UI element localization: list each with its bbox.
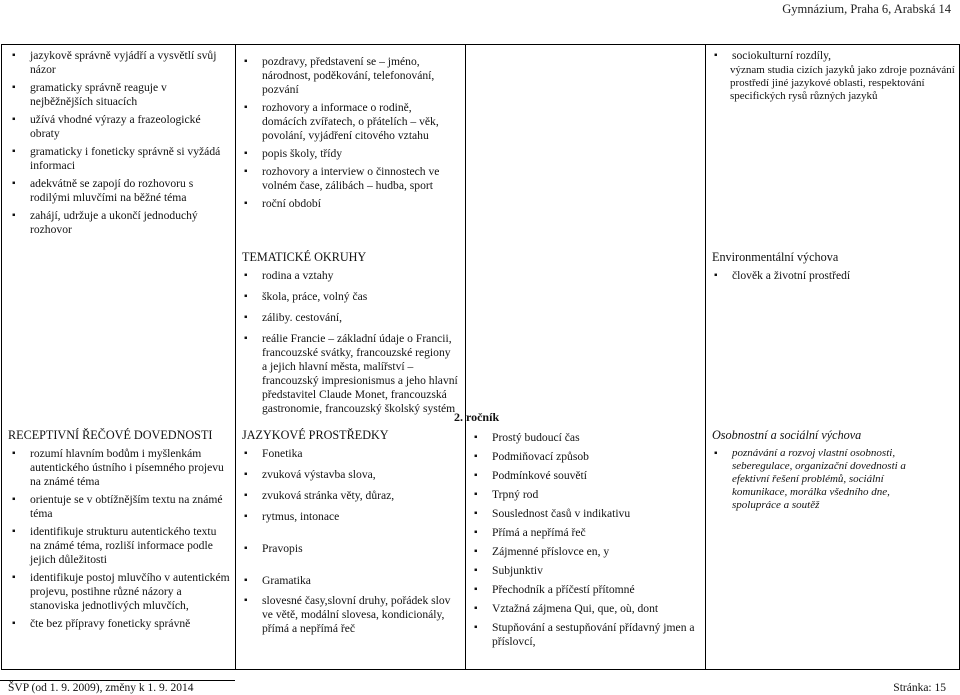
list-item: ▪ člověk a životní prostředí	[710, 269, 954, 283]
footer-divider	[0, 680, 235, 681]
list-item: ▪ záliby. cestování,	[240, 311, 458, 325]
list-item: ▪ rozumí hlavním bodům i myšlenkám autentického ústního i písemného projevu na známé téma	[8, 447, 230, 489]
env-list	[710, 269, 954, 287]
receptive-list	[8, 447, 230, 635]
list-item: ▪ Přechodník a příčestí přítomné	[470, 583, 700, 597]
column-topics	[236, 45, 466, 670]
osv-list	[710, 447, 910, 514]
list-item: ▪ Prostý budoucí čas	[470, 431, 700, 445]
outcomes-list	[8, 49, 230, 241]
list-item: ▪ sociokulturní rozdíly,	[710, 49, 954, 63]
list-item: ▪ Podmiňovací způsob	[470, 450, 700, 464]
list-item: ▪ rozhovory a interview o činnostech ve volném čase, zálibách – hudba, sport	[240, 165, 458, 193]
list-item: ▪ reálie Francie – základní údaje o Francii, francouzské svátky, francouzské regiony a jejich hlavní města, malířství – francouzský impresionismus a jeho hlavní představitel Claude Monet, francouzská gastronomie, francouzský školský systém	[240, 332, 458, 416]
list-item: ▪ gramaticky správně reaguje v nejběžnějších situacích	[8, 81, 230, 109]
footer-left: ŠVP (od 1. 9. 2009), změny k 1. 9. 2014	[8, 682, 194, 694]
grade-label: 2. ročník	[454, 410, 500, 424]
list-item: ▪ rozhovory a informace o rodině, domácích zvířatech, o přátelích – věk, povolání, vyjádření citového vztahu	[240, 101, 458, 143]
topics-list	[240, 55, 458, 215]
column-outcomes	[2, 45, 236, 670]
list-item: ▪ škola, práce, volný čas	[240, 290, 458, 304]
socio-text: význam studia cizích jazyků jako zdroje poznávání prostředí jiné jazykové oblasti, respektování specifických rysů různých jazyků	[730, 64, 955, 102]
list-item: ▪ jazykově správně vyjádří a vysvětlí svůj názor	[8, 49, 230, 77]
list-item: ▪ popis školy, třídy	[240, 147, 458, 161]
list-item: ▪ užívá vhodné výrazy a frazeologické obraty	[8, 113, 230, 141]
list-item: ▪ Gramatika	[240, 574, 458, 588]
list-item: ▪ Pravopis	[240, 542, 458, 556]
list-item: ▪ zvuková výstavba slova,	[240, 468, 458, 482]
list-item: ▪ Souslednost časů v indikativu	[470, 507, 700, 521]
list-item: ▪ gramaticky i foneticky správně si vyžádá informaci	[8, 145, 230, 173]
footer-page-number: Stránka: 15	[893, 682, 946, 694]
env-title: Environmentální výchova	[712, 250, 839, 264]
section-title-receptive: RECEPTIVNÍ ŘEČOVÉ DOVEDNOSTI	[8, 428, 213, 442]
column-grammar	[466, 45, 706, 670]
page-header: Gymnázium, Praha 6, Arabská 14	[782, 2, 951, 16]
list-item: ▪ identifikuje strukturu autentického textu na známé téma, rozliší informace podle jejich důležitosti	[8, 525, 230, 567]
list-item: ▪ Zájmenné příslovce en, y	[470, 545, 700, 559]
list-item: ▪ čte bez přípravy foneticky správně	[8, 617, 230, 631]
list-item: ▪ Podmínkové souvětí	[470, 469, 700, 483]
list-item: ▪ Trpný rod	[470, 488, 700, 502]
list-item: ▪ zvuková stránka věty, důraz,	[240, 489, 458, 503]
list-item: ▪ Fonetika	[240, 447, 458, 461]
list-item: ▪ adekvátně se zapojí do rozhovoru s rodilými mluvčími na běžné téma	[8, 177, 230, 205]
language-means-list	[240, 447, 458, 640]
language-means-title: JAZYKOVÉ PROSTŘEDKY	[242, 428, 389, 442]
list-item: ▪ slovesné časy,slovní druhy, pořádek slov ve větě, modální slovesa, kondicionály, přímá a nepřímá řeč	[240, 594, 458, 636]
curriculum-table	[1, 44, 960, 670]
list-item: ▪ identifikuje postoj mluvčího v autentickém projevu, postihne různé názory a stanoviska jednotlivých mluvčích,	[8, 571, 230, 613]
tematic-title: TEMATICKÉ OKRUHY	[242, 250, 367, 264]
list-item: ▪ poznávání a rozvoj vlastní osobnosti, seberegulace, organizační dovednosti a efektivní řešení problémů, sociální komunikace, morálka všedního dne, spolupráce a soutěž	[710, 447, 910, 512]
column-cross-curricular	[706, 45, 960, 670]
list-item: ▪ pozdravy, představení se – jméno, národnost, poděkování, telefonování, pozvání	[240, 55, 458, 97]
list-item: ▪ Stupňování a sestupňování přídavný jmen a příslovcí,	[470, 621, 700, 649]
grammar-list	[470, 431, 700, 653]
list-item: ▪ zahájí, udržuje a ukončí jednoduchý rozhovor	[8, 209, 230, 237]
list-item: ▪ rodina a vztahy	[240, 269, 458, 283]
list-item: ▪ Subjunktiv	[470, 564, 700, 578]
tematic-list	[240, 269, 458, 420]
list-item: ▪ Vztažná zájmena Qui, que, où, dont	[470, 602, 700, 616]
list-item: ▪ Přímá a nepřímá řeč	[470, 526, 700, 540]
list-item: ▪ roční období	[240, 197, 458, 211]
list-item: ▪ orientuje se v obtížnějším textu na známé téma	[8, 493, 230, 521]
osv-title: Osobnostní a sociální výchova	[712, 428, 862, 442]
list-item: ▪ rytmus, intonace	[240, 510, 458, 524]
